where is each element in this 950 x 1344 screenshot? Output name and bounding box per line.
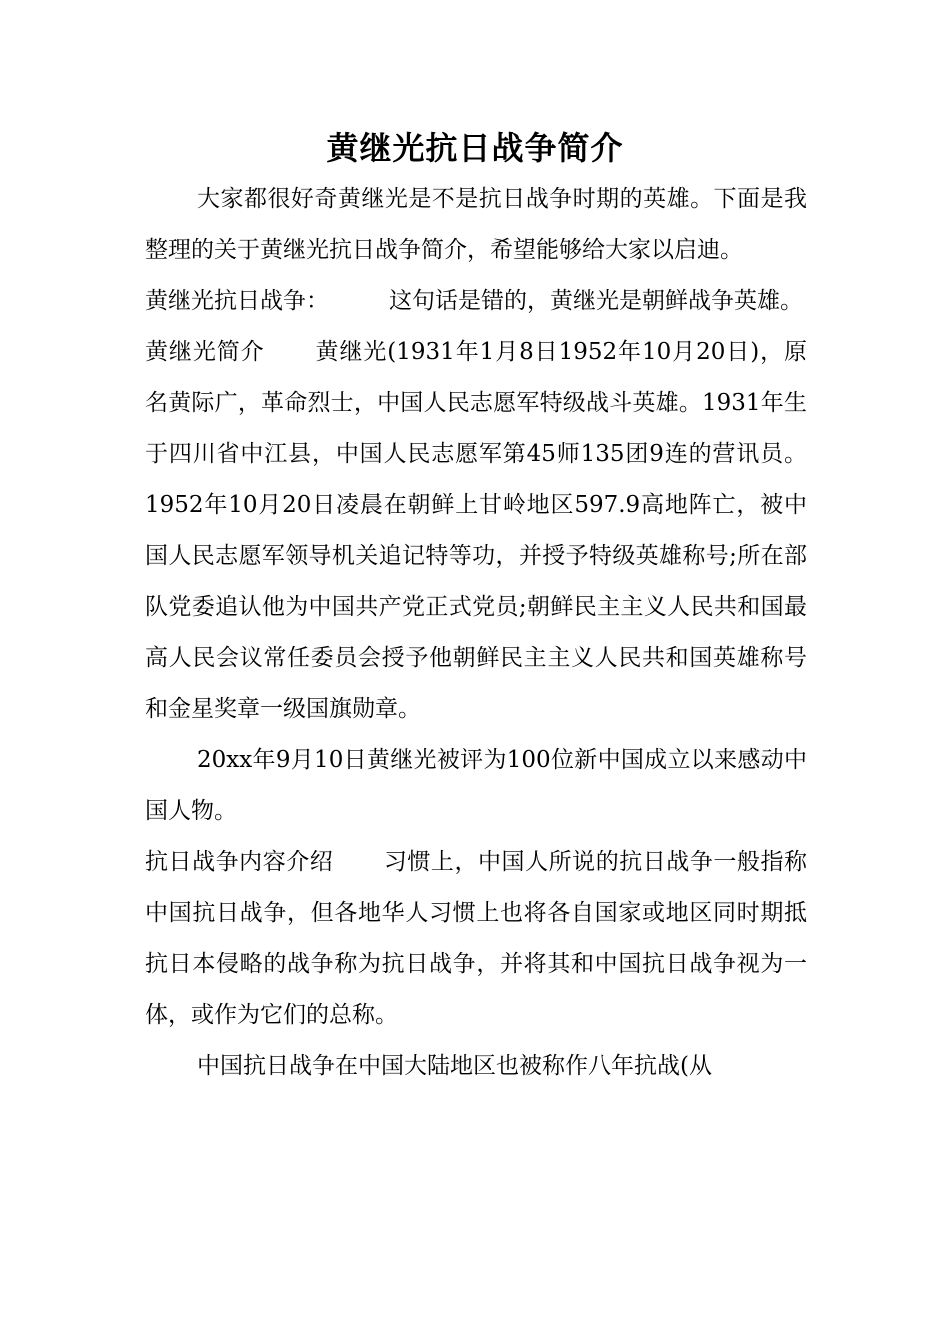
section-war-content-text: 习惯上，中国人所说的抗日战争一般指称中国抗日战争，但各地华人习惯上也将各自国家或地区同时期抵抗日本侵略的战争称为抗日战争，并将其和中国抗日战争视为一体，或作为它们的总称。 bbox=[145, 849, 808, 1028]
last-paragraph: 中国抗日战争在中国大陆地区也被称作八年抗战(从 bbox=[197, 1053, 712, 1079]
section-bio-text: 黄继光(1931年1月8日1952年10月20日)，原名黄际广，革命烈士，中国人民志愿军特级战斗英雄。1931年生于四川省中江县，中国人民志愿军第45师135团9连的营讯员。1952年10月20日凌晨在朝鲜上甘岭地区597.9高地阵亡，被中国人民志愿军领导机关追记特等功，并授予特级英雄称号;所在部队党委追认他为中国共产党正式党员;朝鲜民主主义人民共和国最高人民会议常任委员会授予他朝鲜民主主义人民共和国英雄称号和金星奖章一级国旗勋章。 bbox=[145, 339, 808, 722]
section-war-content-heading: 抗日战争内容介绍 bbox=[145, 849, 334, 875]
section-hkg-war-text: 这句话是错的，黄继光是朝鲜战争英雄。 bbox=[389, 288, 803, 314]
section-hkg-war-paragraph bbox=[145, 276, 807, 327]
section-hkg-war-heading: 黄继光抗日战争： bbox=[145, 288, 329, 314]
section-bio-heading: 黄继光简介 bbox=[145, 339, 265, 365]
honor-paragraph: 20xx年9月10日黄继光被评为100位新中国成立以来感动中国人物。 bbox=[145, 747, 807, 824]
section-war-content-paragraph bbox=[145, 837, 807, 1041]
section-bio-paragraph bbox=[145, 327, 807, 735]
document-body bbox=[145, 174, 807, 1092]
intro-paragraph: 大家都很好奇黄继光是不是抗日战争时期的英雄。下面是我整理的关于黄继光抗日战争简介，希望能够给大家以启迪。 bbox=[145, 186, 807, 263]
document-title: 黄继光抗日战争简介 bbox=[326, 129, 624, 167]
